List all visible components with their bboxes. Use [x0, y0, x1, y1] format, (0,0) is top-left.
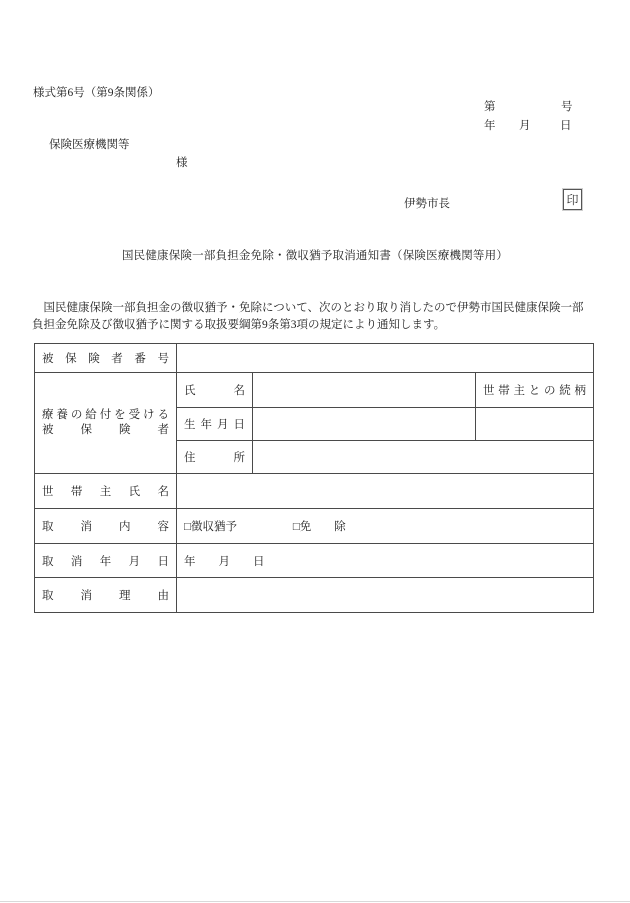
householder-value-cell	[177, 474, 594, 509]
cancel-reason-value-cell	[177, 578, 594, 613]
cancel-date-label-cell	[35, 544, 177, 578]
body-line-1: 国民健康保険一部負担金の徴収猶予・免除について、次のとおり取り消したので伊勢市国民健康保険一部	[32, 302, 584, 314]
checkbox-option-collection-deferral: □徴収猶予	[184, 521, 237, 533]
address-value-cell	[253, 441, 594, 474]
row-cancel-reason	[35, 578, 594, 613]
birthdate-label: 生年月日	[184, 419, 245, 431]
cancel-date-label: 取消年月日	[42, 555, 169, 568]
name-label-cell	[177, 373, 253, 408]
recipient-group-label-cell	[35, 373, 177, 474]
cancel-date-placeholder: 年 月 日	[184, 555, 265, 568]
cancel-content-label: 取消内容	[42, 521, 169, 533]
name-value-cell	[253, 373, 476, 408]
cancel-reason-label: 取消理由	[42, 590, 169, 602]
insured-number-label-cell	[35, 344, 177, 373]
date-year-label: 年	[484, 120, 496, 132]
recipient-group-label-line1: 療養の給付を受ける	[42, 408, 169, 421]
address-label: 住所	[184, 452, 245, 464]
name-label: 氏名	[184, 385, 245, 397]
date-month-label: 月	[519, 120, 531, 132]
row-cancel-content	[35, 509, 594, 544]
body-line-2: 負担金免除及び徴収猶予に関する取扱要綱第9条第3項の規定により通知します。	[32, 318, 446, 331]
householder-label-cell	[35, 474, 177, 509]
form-number: 様式第6号（第9条関係）	[33, 87, 160, 99]
seal-mark	[563, 189, 582, 210]
recipient-group-label-line2: 被保険者	[42, 424, 169, 436]
issuer: 伊勢市長	[404, 198, 450, 210]
relationship-label-cell	[476, 373, 594, 408]
birthdate-value-cell	[253, 408, 476, 441]
row-recipient-name	[35, 373, 594, 408]
doc-number-prefix: 第	[484, 101, 496, 113]
householder-label: 世帯主氏名	[42, 486, 169, 498]
date-day-label: 日	[560, 120, 572, 132]
insured-number-value-cell	[177, 344, 594, 373]
seal-character: 印	[566, 193, 579, 207]
row-insured-number	[35, 344, 594, 373]
addressee-honorific: 様	[176, 157, 188, 169]
page-bottom-edge	[0, 901, 630, 902]
cancel-content-label-cell	[35, 509, 177, 544]
body-paragraph	[32, 300, 598, 333]
row-cancel-date	[35, 544, 594, 578]
cancel-reason-label-cell	[35, 578, 177, 613]
form-table	[34, 343, 594, 613]
birthdate-label-cell	[177, 408, 253, 441]
relationship-value-cell	[476, 408, 594, 441]
cancel-content-value-cell	[177, 509, 594, 544]
doc-number-suffix: 号	[561, 101, 573, 113]
document-title: 国民健康保険一部負担金免除・徴収猶予取消通知書（保険医療機関等用）	[121, 250, 509, 262]
cancel-date-value-cell	[177, 544, 594, 578]
address-label-cell	[177, 441, 253, 474]
checkbox-option-exemption: □免 除	[292, 521, 346, 533]
row-householder-name	[35, 474, 594, 509]
addressee: 保険医療機関等	[49, 139, 130, 151]
insured-number-label: 被保険者番号	[42, 353, 169, 365]
relationship-label: 世帯主との続柄	[483, 385, 586, 397]
